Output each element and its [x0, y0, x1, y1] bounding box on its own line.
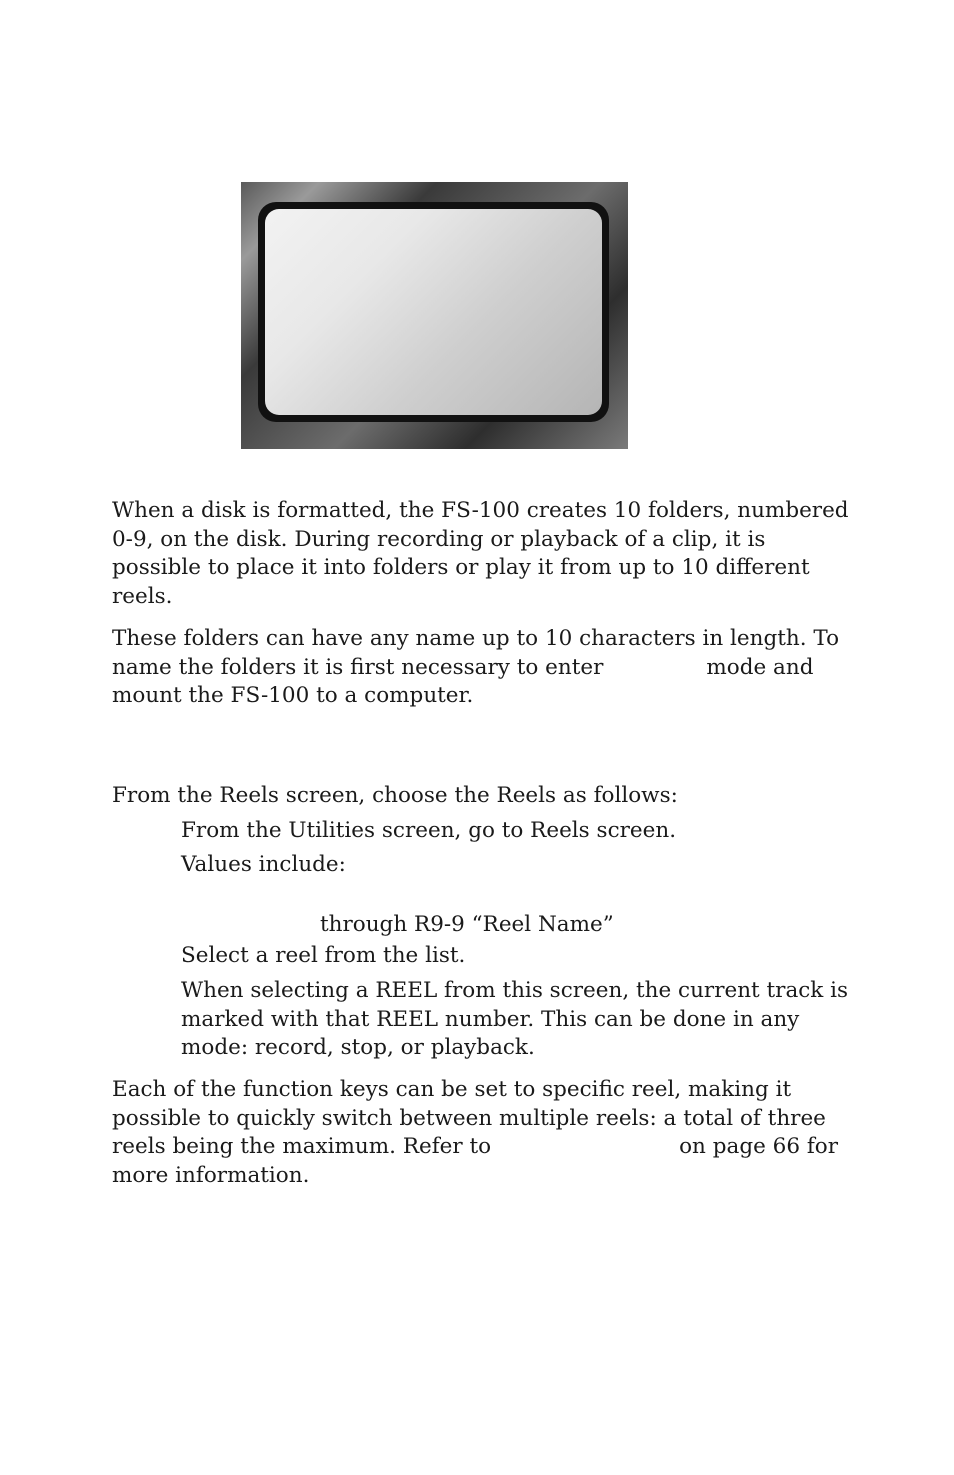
step-4-line: mode: record, stop, or playback. [181, 1035, 535, 1061]
intro-line: reels. [112, 584, 173, 610]
procedure-lead: From the Reels screen, choose the Reels as follows: [112, 783, 678, 808]
function-keys-line: more information. [112, 1163, 310, 1189]
folders-line: name the folders it is first necessary to enter mode and [112, 654, 814, 680]
lcd-display-area [265, 209, 602, 415]
lcd-bezel [258, 202, 609, 422]
lcd-screen-illustration [241, 182, 628, 449]
function-keys-paragraph [112, 1076, 838, 1191]
intro-line: 0-9, on the disk. During recording or playback of a clip, it is [112, 526, 766, 552]
intro-line: When a disk is formatted, the FS-100 creates 10 folders, numbered [112, 498, 849, 523]
step-4-line: When selecting a REEL from this screen, the current track is [181, 978, 849, 1003]
folders-paragraph [112, 625, 839, 711]
procedure-step-3: Select a reel from the list. [181, 943, 466, 968]
procedure-step-2: Values include: [181, 852, 346, 877]
function-keys-line: Each of the function keys can be set to specific reel, making it [112, 1077, 792, 1102]
folders-line: mount the FS-100 to a computer. [112, 683, 474, 709]
procedure-step-4 [181, 977, 848, 1063]
folders-line: These folders can have any name up to 10 characters in length. To [112, 626, 840, 651]
procedure-step-1: From the Utilities screen, go to Reels screen. [181, 818, 677, 843]
intro-line: possible to place it into folders or play it from up to 10 different [112, 555, 810, 581]
function-keys-line: reels being the maximum. Refer to on page 66 for [112, 1134, 839, 1160]
intro-paragraph [112, 497, 849, 612]
function-keys-line: possible to quickly switch between multiple reels: a total of three [112, 1105, 826, 1131]
reel-values-range: through R9-9 “Reel Name” [320, 912, 614, 937]
step-4-line: marked with that REEL number. This can be done in any [181, 1006, 800, 1032]
